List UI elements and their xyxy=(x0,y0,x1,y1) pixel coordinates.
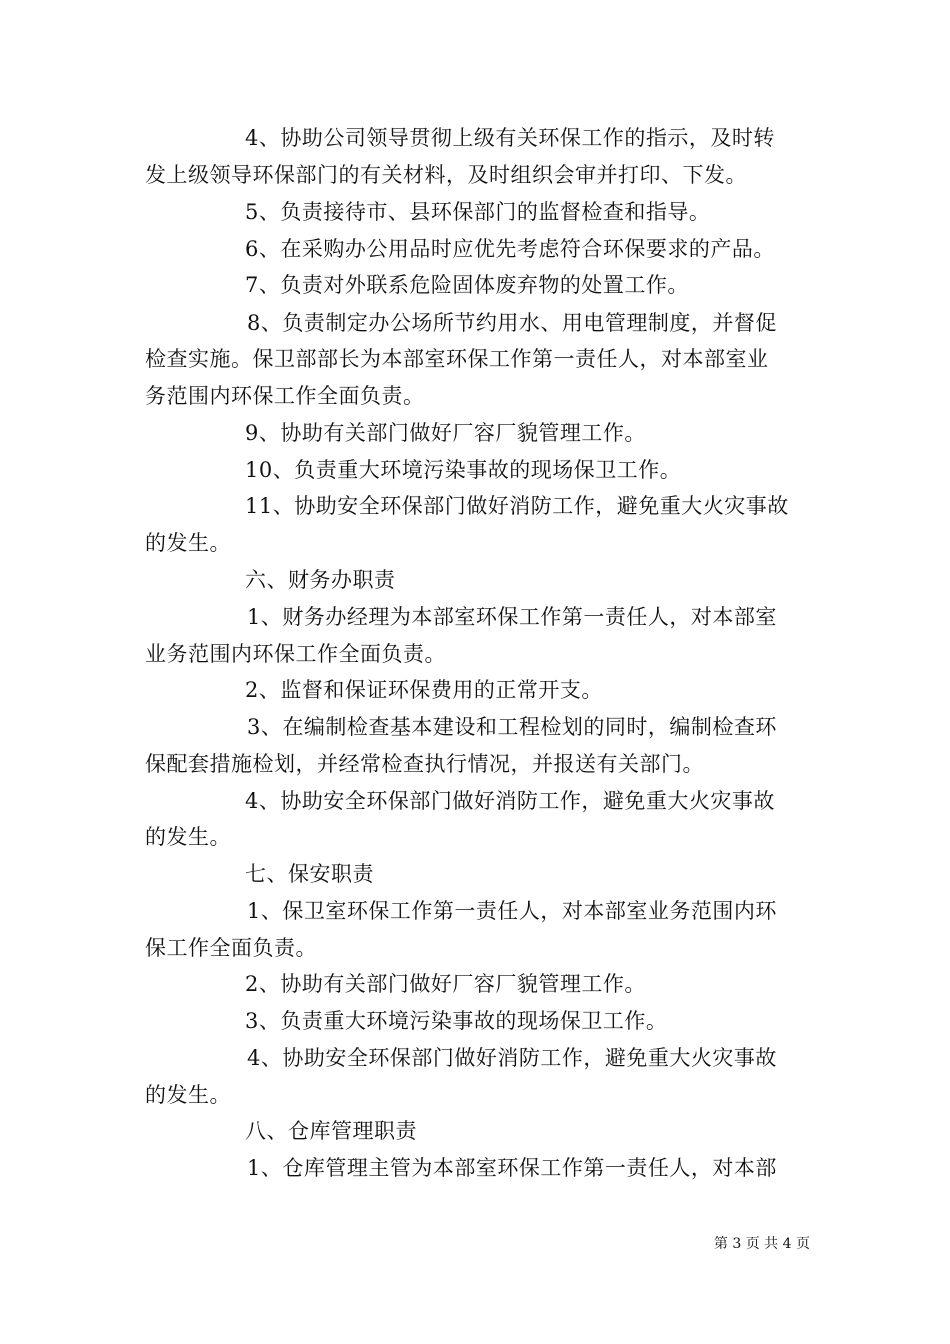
text-line: 3、负责重大环境污染事故的现场保卫工作。 xyxy=(245,1009,668,1033)
text-line: 4、协助安全环保部门做好消防工作，避免重大火灾事故 xyxy=(247,1046,777,1070)
text-line: 9、协助有关部门做好厂容厂貌管理工作。 xyxy=(245,421,646,445)
section-heading: 六、财务办职责 xyxy=(245,568,396,592)
page-number-footer: 第 3 页 共 4 页 xyxy=(713,1236,810,1252)
text-line: 4、协助公司领导贯彻上级有关环保工作的指示，及时转 xyxy=(245,126,775,150)
text-line: 的发生。 xyxy=(145,1083,231,1107)
text-line: 2、监督和保证环保费用的正常开支。 xyxy=(245,678,603,702)
text-line: 1、财务办经理为本部室环保工作第一责任人，对本部室 xyxy=(247,605,777,629)
text-line: 2、协助有关部门做好厂容厂貌管理工作。 xyxy=(245,972,646,996)
text-line: 检查实施。保卫部部长为本部室环保工作第一责任人，对本部室业 xyxy=(145,347,769,371)
text-line: 的发生。 xyxy=(145,825,231,849)
text-line: 务范围内环保工作全面负责。 xyxy=(145,384,425,408)
text-line: 4、协助安全环保部门做好消防工作，避免重大火灾事故 xyxy=(245,789,775,813)
text-line: 7、负责对外联系危险固体废弃物的处置工作。 xyxy=(245,273,689,297)
text-line: 8、负责制定办公场所节约用水、用电管理制度，并督促 xyxy=(247,311,777,335)
text-line: 6、在采购办公用品时应优先考虑符合环保要求的产品。 xyxy=(245,237,775,261)
text-line: 1、仓库管理主管为本部室环保工作第一责任人，对本部 xyxy=(247,1156,777,1180)
text-line: 1、保卫室环保工作第一责任人，对本部室业务范围内环 xyxy=(247,899,777,923)
text-line: 10、负责重大环境污染事故的现场保卫工作。 xyxy=(245,458,682,482)
section-heading: 七、保安职责 xyxy=(245,862,374,886)
text-line: 保配套措施检划，并经常检查执行情况，并报送有关部门。 xyxy=(145,752,704,776)
text-line: 的发生。 xyxy=(145,531,231,555)
text-line: 3、在编制检查基本建设和工程检划的同时，编制检查环 xyxy=(247,715,777,739)
text-line: 发上级领导环保部门的有关材料，及时组织会审并打印、下发。 xyxy=(145,163,747,187)
text-line: 保工作全面负责。 xyxy=(145,936,317,960)
text-line: 5、负责接待市、县环保部门的监督检查和指导。 xyxy=(245,200,711,224)
section-heading: 八、仓库管理职责 xyxy=(245,1119,417,1143)
text-line: 业务范围内环保工作全面负责。 xyxy=(145,642,446,666)
text-line: 11、协助安全环保部门做好消防工作，避免重大火灾事故 xyxy=(245,494,789,518)
